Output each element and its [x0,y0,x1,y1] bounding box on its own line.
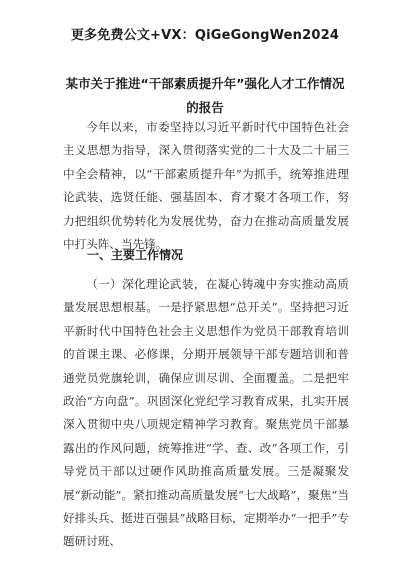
intro-paragraph: 今年以来，市委坚持以习近平新时代中国特色社会主义思想为指导，深入贯彻落实党的二十大及二十届三中全会精神，以“干部素质提升年”为抓手，统筹推进理论武装、选贤任能、强基固本、育才聚才各项工作，努力把组织优势转化为发展优势，奋力在推动高质量发展中打头阵、当先锋。 [63,120,349,252]
document-title: 某市关于推进“干部素质提升年”强化人才工作情况的报告 [65,76,345,115]
header-banner: 更多免费公文+VX：QiGeGongWen2024 [70,28,340,43]
section-paragraph: （一）深化理论武装，在凝心铸魂中夯实推动高质量发展思想根基。一是抒紧思想“总开关”。坚持把习近平新时代中国特色社会主义思想作为党员干部教育培训的首课主课、必修课，分期开展领导干部专题培训和普通党员党旗轮训，确保应训尽训、全面覆盖。二是把牢政治“方向盘”。巩固深化党纪学习教育成果，扎实开展深入贯彻中央八项规定精神学习教育。聚焦党员干部暴露出的作风问题，统筹推进“学、查、改”各项工作，引导党员干部以过硬作风助推高质量发展。三是凝聚发展“新动能”。紧扣推动高质量发展“七大战略”，聚焦“当好排头兵、挺进百强县”战略目标，定期举办“一把手”专题研讨班、 [63,277,349,549]
section-heading: 一、主要工作情况 [87,248,184,262]
